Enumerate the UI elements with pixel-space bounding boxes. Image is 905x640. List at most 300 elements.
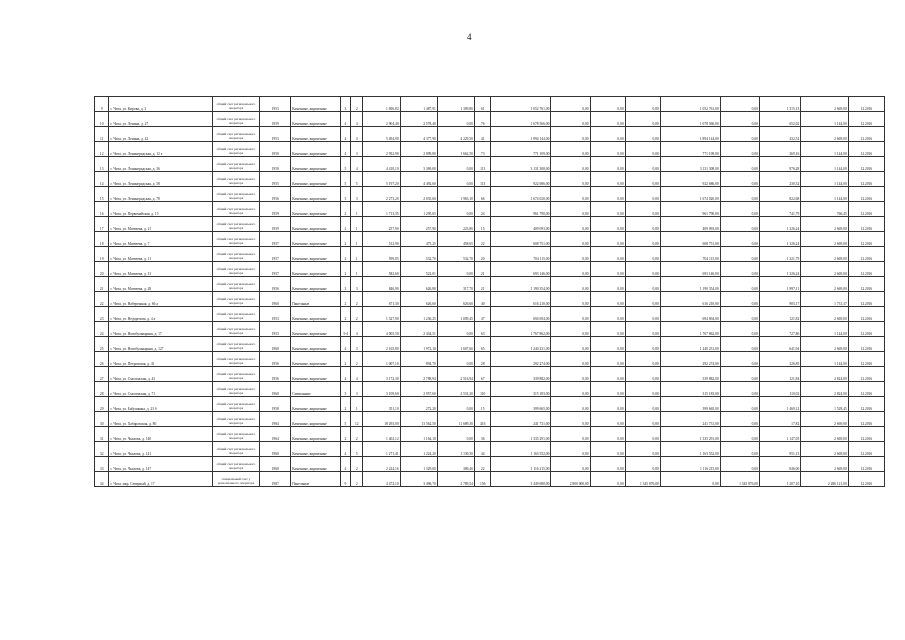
budget-cost-cell: 0,00 <box>590 322 625 337</box>
total-area-cell: 3 109,60 <box>363 382 400 397</box>
limit-cost-cell: 1 528,45 <box>801 397 849 412</box>
premises-area-cell: 2 434,51 <box>400 322 437 337</box>
floors-cell: 3 <box>340 277 350 292</box>
total-cost-cell: 339 882,00 <box>491 367 551 382</box>
floors-cell: 4 <box>340 367 350 382</box>
premises-area-cell: 1 224,20 <box>400 442 437 457</box>
year-cell: 1956 <box>260 277 291 292</box>
fund-cost-cell: 0,00 <box>551 187 590 202</box>
table-row <box>95 352 885 367</box>
owners-cost-cell: 339 882,00 <box>660 367 720 382</box>
table-row <box>95 337 885 352</box>
total-cost-cell: 616 210,00 <box>491 292 551 307</box>
residential-area-cell: 2 516,94 <box>437 367 474 382</box>
table-row <box>95 247 885 262</box>
fund-cost-cell: 0,00 <box>551 427 590 442</box>
other-cost-cell: 0,00 <box>720 97 759 112</box>
other-cost-cell: 0,00 <box>720 127 759 142</box>
other-cost-cell: 0,00 <box>720 367 759 382</box>
other-cost-cell: 0,00 <box>720 427 759 442</box>
premises-area-cell: 272,20 <box>400 397 437 412</box>
local-cost-cell: 0,00 <box>625 217 660 232</box>
local-cost-cell: 0,00 <box>625 307 660 322</box>
deadline-cell: 12.2016 <box>848 382 884 397</box>
address-cell: г. Чита, ул. Недорезова, д. 4 а <box>109 307 212 322</box>
table-row <box>95 157 885 172</box>
entrances-cell: 4 <box>351 157 363 172</box>
total-area-cell: 846,90 <box>363 277 400 292</box>
table-row <box>95 457 885 472</box>
total-area-cell: 582,60 <box>363 262 400 277</box>
premises-area-cell: 1 329,00 <box>400 457 437 472</box>
limit-cost-cell: 2 669,00 <box>801 127 849 142</box>
budget-cost-cell: 0,00 <box>590 412 625 427</box>
floors-cell: 3-4 <box>340 322 350 337</box>
year-cell: 1960 <box>260 337 291 352</box>
unit-cost-cell: 121,84 <box>759 367 800 382</box>
residents-cell: 22 <box>474 457 491 472</box>
other-cost-cell: 0,00 <box>720 322 759 337</box>
owners-cost-cell: 399 665,00 <box>660 397 720 412</box>
other-cost-cell: 0,00 <box>720 397 759 412</box>
local-cost-cell: 0,00 <box>625 112 660 127</box>
limit-cost-cell: 2 669,00 <box>801 217 849 232</box>
row-number: 29 <box>95 397 109 412</box>
total-area-cell: 4 005,50 <box>363 322 400 337</box>
address-cell: г. Чита, ул. Хабаровская, д. 80 <box>109 412 212 427</box>
entrances-cell: 3 <box>351 277 363 292</box>
budget-cost-cell: 0,00 <box>590 187 625 202</box>
year-cell: 1960 <box>260 382 291 397</box>
residents-cell: 24 <box>474 202 491 217</box>
deadline-cell: 12.2016 <box>848 457 884 472</box>
entrances-cell: 1 <box>351 262 363 277</box>
page-number: 4 <box>467 32 472 42</box>
limit-cost-cell: 1 731,37 <box>801 292 849 307</box>
wall-material-cell: Каменные, кирпичные <box>291 427 341 442</box>
residential-area-cell: 0,00 <box>437 322 474 337</box>
residential-area-cell: 626,60 <box>437 292 474 307</box>
deadline-cell: 12.2016 <box>848 412 884 427</box>
total-area-cell: 4 410,10 <box>363 157 400 172</box>
residents-cell: 28 <box>474 352 491 367</box>
residential-area-cell: 0,00 <box>437 262 474 277</box>
housing-register-table <box>94 96 885 487</box>
other-cost-cell: 0,00 <box>720 292 759 307</box>
owners-cost-cell: 771 109,00 <box>660 142 720 157</box>
limit-cost-cell: 2 669,00 <box>801 277 849 292</box>
budget-cost-cell: 0,00 <box>590 97 625 112</box>
row-number: 14 <box>95 172 109 187</box>
other-cost-cell: 0,00 <box>720 112 759 127</box>
limit-cost-cell: 2 669,00 <box>801 457 849 472</box>
limit-cost-cell: 2 669,00 <box>801 427 849 442</box>
residents-cell: 36 <box>474 427 491 442</box>
residents-cell: 66 <box>474 187 491 202</box>
local-cost-cell: 0,00 <box>625 457 660 472</box>
total-cost-cell: 1 767 862,00 <box>491 322 551 337</box>
address-cell: г. Чита, ул. Чкалова, д. 140 <box>109 427 212 442</box>
total-area-cell: 2 904,40 <box>363 112 400 127</box>
floors-cell: 2 <box>340 427 350 442</box>
address-cell: г. Чита, ул. Матвеева, д. 11 <box>109 247 212 262</box>
row-number: 15 <box>95 187 109 202</box>
other-cost-cell: 0,00 <box>720 277 759 292</box>
year-cell: 1957 <box>260 262 291 277</box>
entrances-cell: 2 <box>351 352 363 367</box>
budget-cost-cell: 0,00 <box>590 217 625 232</box>
total-cost-cell: 1 052 761,00 <box>491 97 551 112</box>
address-cell: г. Чита, ул. Ленинградская, д. 58 <box>109 172 212 187</box>
premises-area-cell: 1 972,10 <box>400 337 437 352</box>
address-cell: г. Чита, ул. Первомайская, д. 15 <box>109 202 212 217</box>
budget-cost-cell: 0,00 <box>590 232 625 247</box>
limit-cost-cell: 1 144,00 <box>801 352 849 367</box>
total-cost-cell: 1 894 144,00 <box>491 127 551 142</box>
premises-area-cell: 1 487,91 <box>400 97 437 112</box>
total-cost-cell: 1 674 020,00 <box>491 187 551 202</box>
table-row <box>95 472 885 487</box>
residential-area-cell: 1 662,50 <box>437 142 474 157</box>
local-cost-cell: 0,00 <box>625 442 660 457</box>
total-area-cell: 351,10 <box>363 397 400 412</box>
address-cell: г. Чита, ул. Матвеева, д. 28 <box>109 277 212 292</box>
owners-cost-cell: 241 731,00 <box>660 412 720 427</box>
fund-cost-cell: 0,00 <box>551 247 590 262</box>
local-cost-cell: 1 345 876,00 <box>625 472 660 487</box>
limit-cost-cell: 2 669,00 <box>801 442 849 457</box>
fund-method-cell: общий счет регионального оператора <box>212 277 260 292</box>
local-cost-cell: 0,00 <box>625 172 660 187</box>
year-cell: 1956 <box>260 187 291 202</box>
fund-method-cell: общий счет регионального оператора <box>212 247 260 262</box>
wall-material-cell: Каменные, кирпичные <box>291 442 341 457</box>
deadline-cell: 12.2016 <box>848 322 884 337</box>
other-cost-cell: 0,00 <box>720 262 759 277</box>
residential-area-cell: 317,70 <box>437 277 474 292</box>
entrances-cell: 3 <box>351 337 363 352</box>
floors-cell: 2 <box>340 202 350 217</box>
limit-cost-cell: 766,45 <box>801 202 849 217</box>
local-cost-cell: 0,00 <box>625 157 660 172</box>
residential-area-cell: 532,70 <box>437 247 474 262</box>
unit-cost-cell: 17,82 <box>759 412 800 427</box>
unit-cost-cell: 727,86 <box>759 322 800 337</box>
address-cell: г. Чита, ул. Ленинградская, д. 36 <box>109 157 212 172</box>
address-cell: г. Чита, мкр. Северный, д. 17 <box>109 472 212 487</box>
deadline-cell: 12.2016 <box>848 442 884 457</box>
fund-cost-cell: 0,00 <box>551 397 590 412</box>
owners-cost-cell: 1 767 862,00 <box>660 322 720 337</box>
address-cell: г. Чита, ул. Смоленская, д. 71 <box>109 382 212 397</box>
address-cell: г. Чита, ул. Новобульварная, д. 17 <box>109 322 212 337</box>
year-cell: 1957 <box>260 247 291 262</box>
unit-cost-cell: 1 147,05 <box>759 427 800 442</box>
owners-cost-cell: 922 686,00 <box>660 172 720 187</box>
row-number: 24 <box>95 322 109 337</box>
unit-cost-cell: 369,16 <box>759 142 800 157</box>
residents-cell: 67 <box>474 367 491 382</box>
residential-area-cell: 0,00 <box>437 172 474 187</box>
local-cost-cell: 0,00 <box>625 232 660 247</box>
wall-material-cell: Каменные, кирпичные <box>291 262 341 277</box>
fund-cost-cell: 0,00 <box>551 157 590 172</box>
fund-cost-cell: 0,00 <box>551 202 590 217</box>
total-area-cell: 599,05 <box>363 247 400 262</box>
premises-area-cell: 522,01 <box>400 262 437 277</box>
unit-cost-cell: 326,85 <box>759 352 800 367</box>
entrances-cell: 4 <box>351 367 363 382</box>
wall-material-cell: Каменные, кирпичные <box>291 397 341 412</box>
row-number: 30 <box>95 412 109 427</box>
wall-material-cell: Панельные <box>291 292 341 307</box>
limit-cost-cell: 1 144,00 <box>801 112 849 127</box>
local-cost-cell: 0,00 <box>625 412 660 427</box>
deadline-cell: 12.2016 <box>848 127 884 142</box>
unit-cost-cell: 1 321,79 <box>759 247 800 262</box>
fund-method-cell: общий счет регионального оператора <box>212 142 260 157</box>
wall-material-cell: Каменные, кирпичные <box>291 247 341 262</box>
other-cost-cell: 0,00 <box>720 457 759 472</box>
residents-cell: 20 <box>474 247 491 262</box>
total-area-cell: 3 172,30 <box>363 367 400 382</box>
owners-cost-cell: 1 240 231,00 <box>660 337 720 352</box>
residential-area-cell: 0,00 <box>437 427 474 442</box>
local-cost-cell: 0,00 <box>625 382 660 397</box>
total-area-cell: 257,90 <box>363 217 400 232</box>
premises-area-cell: 257,90 <box>400 217 437 232</box>
residential-area-cell: 0,00 <box>437 202 474 217</box>
wall-material-cell: Каменные, кирпичные <box>291 337 341 352</box>
local-cost-cell: 0,00 <box>625 277 660 292</box>
owners-cost-cell: 3 131 308,00 <box>660 157 720 172</box>
residents-cell: 15 <box>474 397 491 412</box>
unit-cost-cell: 1 326,24 <box>759 232 800 247</box>
other-cost-cell: 0,00 <box>720 412 759 427</box>
other-cost-cell: 0,00 <box>720 247 759 262</box>
entrances-cell: 12 <box>351 412 363 427</box>
floors-cell: 2 <box>340 397 350 412</box>
wall-material-cell: Каменные, кирпичные <box>291 457 341 472</box>
total-cost-cell: 771 109,00 <box>491 142 551 157</box>
wall-material-cell: Смешанные <box>291 382 341 397</box>
entrances-cell: 2 <box>351 427 363 442</box>
row-number: 12 <box>95 142 109 157</box>
entrances-cell: 4 <box>351 322 363 337</box>
wall-material-cell: Каменные, кирпичные <box>291 157 341 172</box>
row-number: 20 <box>95 262 109 277</box>
deadline-cell: 12.2016 <box>848 292 884 307</box>
premises-area-cell: 13 562,50 <box>400 412 437 427</box>
other-cost-cell: 0,00 <box>720 307 759 322</box>
unit-cost-cell: 432,52 <box>759 127 800 142</box>
unit-cost-cell: 652,02 <box>759 112 800 127</box>
total-cost-cell: 1 335 291,00 <box>491 427 551 442</box>
premises-area-cell: 894,70 <box>400 352 437 367</box>
year-cell: 1953 <box>260 322 291 337</box>
budget-cost-cell: 0,00 <box>590 112 625 127</box>
premises-area-cell: 1 295,65 <box>400 202 437 217</box>
total-area-cell: 5 494,90 <box>363 127 400 142</box>
fund-cost-cell: 0,00 <box>551 262 590 277</box>
floors-cell: 4 <box>340 457 350 472</box>
total-cost-cell: 399 665,00 <box>491 397 551 412</box>
deadline-cell: 12.2016 <box>848 112 884 127</box>
fund-method-cell: общий счет регионального оператора <box>212 397 260 412</box>
total-cost-cell: 694 694,00 <box>491 307 551 322</box>
year-cell: 1958 <box>260 397 291 412</box>
deadline-cell: 12.2016 <box>848 217 884 232</box>
limit-cost-cell: 1 144,00 <box>801 157 849 172</box>
total-area-cell: 1 713,35 <box>363 202 400 217</box>
year-cell: 1953 <box>260 127 291 142</box>
total-area-cell: 1 007,10 <box>363 352 400 367</box>
premises-area-cell: 532,70 <box>400 247 437 262</box>
year-cell: 1960 <box>260 292 291 307</box>
owners-cost-cell: 1 190 354,00 <box>660 277 720 292</box>
residents-cell: 22 <box>474 232 491 247</box>
table-row <box>95 427 885 442</box>
residents-cell: 21 <box>474 262 491 277</box>
unit-cost-cell: 846,00 <box>759 457 800 472</box>
residents-cell: 40 <box>474 292 491 307</box>
limit-cost-cell: 2 669,00 <box>801 232 849 247</box>
total-area-cell: 512,90 <box>363 232 400 247</box>
entrances-cell: 2 <box>351 97 363 112</box>
entrances-cell: 2 <box>351 472 363 487</box>
floors-cell: 2 <box>340 232 350 247</box>
budget-cost-cell: 0,00 <box>590 202 625 217</box>
address-cell: г. Чита, ул. Матвеева, д. 21 <box>109 217 212 232</box>
owners-cost-cell: 1 674 020,00 <box>660 187 720 202</box>
total-area-cell: 1 696,82 <box>363 97 400 112</box>
residents-cell: 15 <box>474 217 491 232</box>
floors-cell: 4 <box>340 142 350 157</box>
fund-method-cell: общий счет регионального оператора <box>212 187 260 202</box>
table-row <box>95 277 885 292</box>
deadline-cell: 12.2016 <box>848 142 884 157</box>
fund-method-cell: общий счет регионального оператора <box>212 322 260 337</box>
floors-cell: 2 <box>340 262 350 277</box>
fund-method-cell: общий счет регионального оператора <box>212 442 260 457</box>
premises-area-cell: 2 578,40 <box>400 112 437 127</box>
unit-cost-cell: 822,68 <box>759 187 800 202</box>
budget-cost-cell: 0,00 <box>590 367 625 382</box>
local-cost-cell: 0,00 <box>625 427 660 442</box>
owners-cost-cell: 1 052 761,00 <box>660 97 720 112</box>
deadline-cell: 12.2016 <box>848 427 884 442</box>
budget-cost-cell: 0,00 <box>590 442 625 457</box>
table-row <box>95 217 885 232</box>
fund-method-cell: специальный счет у регионального оператора <box>212 472 260 487</box>
unit-cost-cell: 1 897,11 <box>759 277 800 292</box>
wall-material-cell: Каменные, кирпичные <box>291 352 341 367</box>
fund-cost-cell: 0,00 <box>551 172 590 187</box>
residential-area-cell: 458,65 <box>437 232 474 247</box>
local-cost-cell: 0,00 <box>625 262 660 277</box>
wall-material-cell: Каменные, кирпичные <box>291 202 341 217</box>
year-cell: 1950 <box>260 142 291 157</box>
limit-cost-cell: 1 144,00 <box>801 187 849 202</box>
limit-cost-cell: 2 669,00 <box>801 412 849 427</box>
fund-cost-cell: 0,00 <box>551 292 590 307</box>
unit-cost-cell: 951,13 <box>759 442 800 457</box>
residents-cell: 44 <box>474 442 491 457</box>
total-cost-cell: 1 163 552,00 <box>491 442 551 457</box>
budget-cost-cell: 0,00 <box>590 292 625 307</box>
owners-cost-cell: 315 183,00 <box>660 382 720 397</box>
total-area-cell: 2 952,90 <box>363 142 400 157</box>
total-area-cell: 2 273,20 <box>363 187 400 202</box>
unit-cost-cell: 983,17 <box>759 292 800 307</box>
budget-cost-cell: 0,00 <box>590 277 625 292</box>
year-cell: 1964 <box>260 427 291 442</box>
other-cost-cell: 0,00 <box>720 352 759 367</box>
budget-cost-cell: 0,00 <box>590 382 625 397</box>
year-cell: 1960 <box>260 457 291 472</box>
other-cost-cell: 0,00 <box>720 172 759 187</box>
row-number: 13 <box>95 157 109 172</box>
deadline-cell: 12.2016 <box>848 277 884 292</box>
address-cell: г. Чита, ул. Ленинградская, д. 12 а <box>109 142 212 157</box>
premises-area-cell: 2 035,60 <box>400 187 437 202</box>
budget-cost-cell: 0,00 <box>590 157 625 172</box>
deadline-cell: 12.2016 <box>848 232 884 247</box>
address-cell: г. Чита, ул. Петровская, д. 41 <box>109 352 212 367</box>
total-cost-cell: 1 190 354,00 <box>491 277 551 292</box>
local-cost-cell: 0,00 <box>625 367 660 382</box>
total-area-cell: 2 165,80 <box>363 337 400 352</box>
local-cost-cell: 0,00 <box>625 292 660 307</box>
residential-area-cell: 0,00 <box>437 397 474 412</box>
wall-material-cell: Каменные, кирпичные <box>291 142 341 157</box>
fund-cost-cell: 0,00 <box>551 217 590 232</box>
total-cost-cell: 1 240 231,00 <box>491 337 551 352</box>
owners-cost-cell: 1 894 144,00 <box>660 127 720 142</box>
fund-method-cell: общий счет регионального оператора <box>212 172 260 187</box>
residential-area-cell: 2 531,20 <box>437 382 474 397</box>
address-cell: г. Чита, ул. Смоленская, д. 43 <box>109 367 212 382</box>
budget-cost-cell: 0,00 <box>590 397 625 412</box>
owners-cost-cell: 616 210,00 <box>660 292 720 307</box>
deadline-cell: 12.2016 <box>848 337 884 352</box>
row-number: 26 <box>95 352 109 367</box>
other-cost-cell: 0,00 <box>720 232 759 247</box>
fund-method-cell: общий счет регионального оператора <box>212 382 260 397</box>
row-number: 16 <box>95 202 109 217</box>
row-number: 32 <box>95 442 109 457</box>
residents-cell: 110 <box>474 382 491 397</box>
address-cell: г. Чита, ул. Чкалова, д. 147 <box>109 457 212 472</box>
local-cost-cell: 0,00 <box>625 322 660 337</box>
year-cell: 1959 <box>260 217 291 232</box>
total-cost-cell: 1 678 566,00 <box>491 112 551 127</box>
table-row <box>95 322 885 337</box>
wall-material-cell: Каменные, кирпичные <box>291 127 341 142</box>
deadline-cell: 12.2016 <box>848 397 884 412</box>
owners-cost-cell: 0,00 <box>660 472 720 487</box>
premises-area-cell: 3 496,70 <box>400 472 437 487</box>
total-area-cell: 2 224,16 <box>363 457 400 472</box>
entrances-cell: 3 <box>351 127 363 142</box>
premises-area-cell: 475,25 <box>400 232 437 247</box>
limit-cost-cell: 2 669,00 <box>801 337 849 352</box>
deadline-cell: 12.2016 <box>848 187 884 202</box>
residents-cell: 41 <box>474 127 491 142</box>
residential-area-cell: 0,00 <box>437 352 474 367</box>
other-cost-cell: 0,00 <box>720 337 759 352</box>
premises-area-cell: 2 788,94 <box>400 367 437 382</box>
